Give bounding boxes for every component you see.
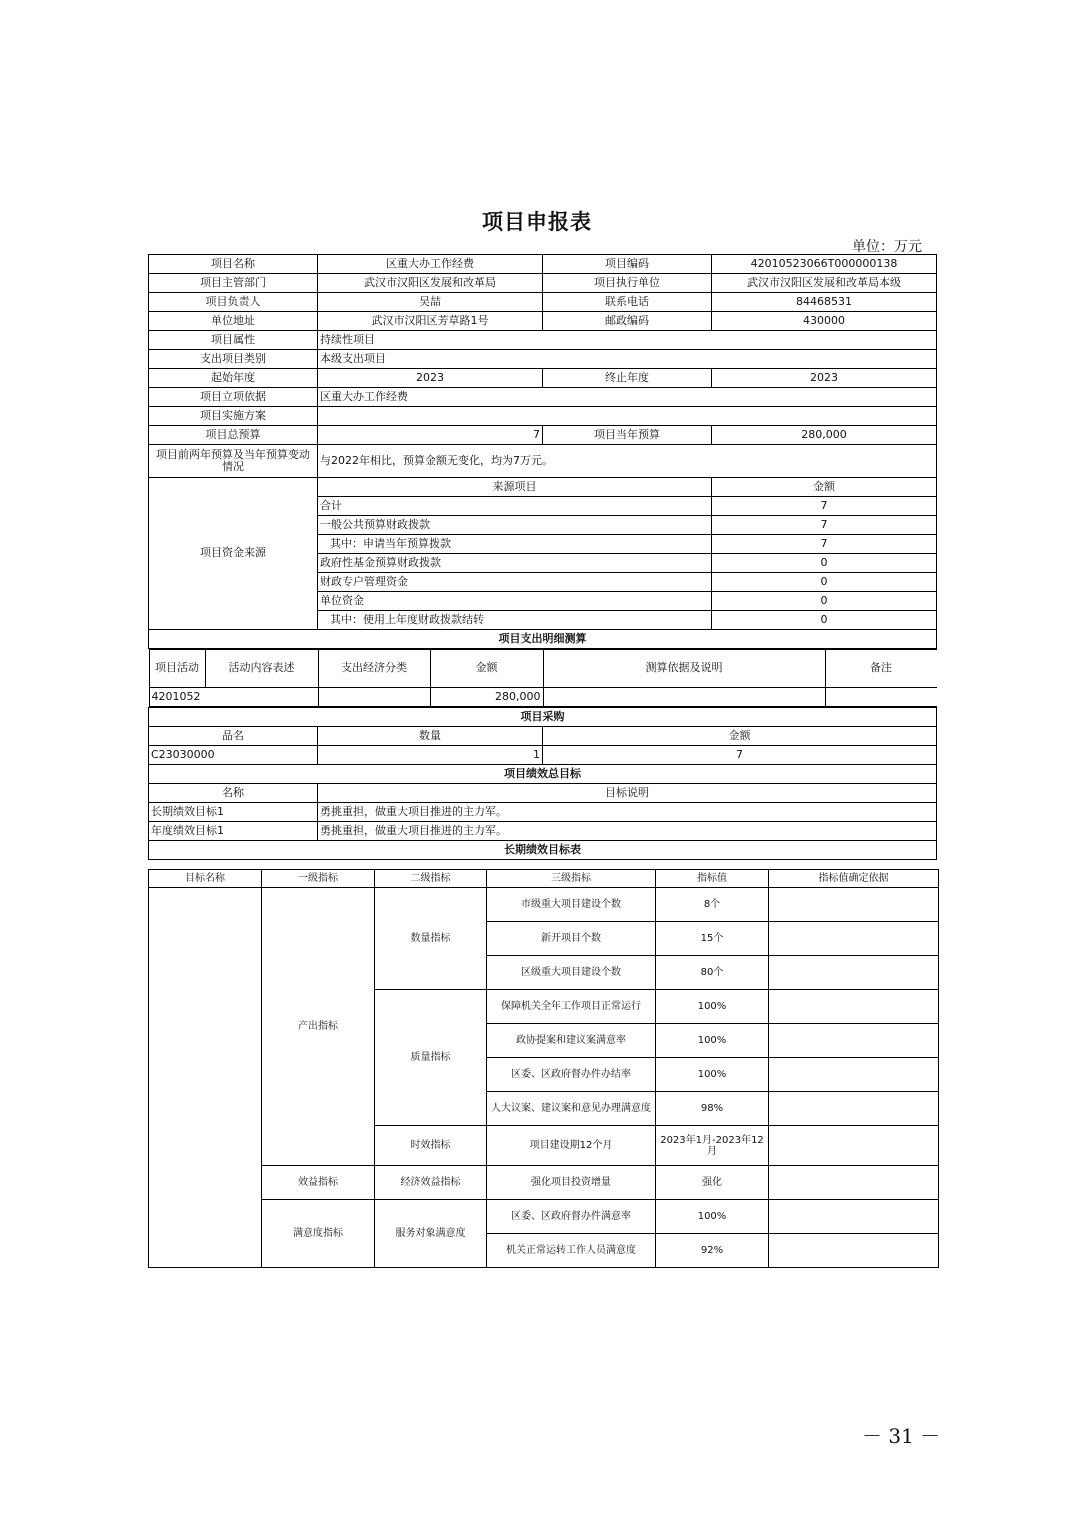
field-label: 联系电话: [543, 293, 712, 312]
field-label: 终止年度: [543, 369, 712, 388]
column-header: 二级指标: [375, 870, 487, 888]
column-header: 支出经济分类: [318, 650, 430, 688]
funding-amount: 0: [712, 611, 937, 630]
funding-amount: 0: [712, 592, 937, 611]
project-attribute: 持续性项目: [318, 331, 937, 350]
level2-indicator: 质量指标: [375, 990, 487, 1126]
indicator-basis: [769, 1126, 939, 1166]
unit-address: 武汉市汉阳区芳草路1号: [318, 312, 543, 331]
project-owner: 吴喆: [318, 293, 543, 312]
section-title: 项目支出明细测算: [149, 630, 937, 649]
level3-indicator: 新开项目个数: [487, 922, 656, 956]
end-year: 2023: [712, 369, 937, 388]
current-year-budget: 280,000: [712, 426, 937, 445]
indicator-basis: [769, 956, 939, 990]
column-header: 指标值: [656, 870, 769, 888]
contact-phone: 84468531: [712, 293, 937, 312]
field-label: 项目总预算: [149, 426, 318, 445]
funding-header-source: 来源项目: [318, 478, 712, 497]
indicator-value: 强化: [656, 1166, 769, 1200]
goal-name: 长期绩效目标1: [149, 803, 318, 822]
level3-indicator: 强化项目投资增量: [487, 1166, 656, 1200]
implementation-plan: [318, 407, 937, 426]
field-label: 起始年度: [149, 369, 318, 388]
calculation-basis: [543, 688, 825, 707]
level2-indicator: 经济效益指标: [375, 1166, 487, 1200]
project-application-table: [148, 254, 937, 860]
column-header: 目标说明: [318, 784, 937, 803]
funding-source: 合计: [318, 497, 712, 516]
goal-description: 勇挑重担，做重大项目推进的主力军。: [318, 803, 937, 822]
goal-description: 勇挑重担，做重大项目推进的主力军。: [318, 822, 937, 841]
indicator-basis: [769, 1234, 939, 1268]
indicator-value: 15个: [656, 922, 769, 956]
field-label: 项目前两年预算及当年预算变动情况: [149, 445, 318, 478]
column-header: 名称: [149, 784, 318, 803]
column-header: 项目活动: [149, 650, 205, 688]
level1-indicator: 满意度指标: [262, 1200, 375, 1268]
column-header: 指标值确定依据: [769, 870, 939, 888]
page-title: 项目申报表: [482, 209, 592, 234]
expense-category: 本级支出项目: [318, 350, 937, 369]
column-header: 活动内容表述: [205, 650, 318, 688]
indicator-value: 8个: [656, 888, 769, 922]
project-name: 区重大办工作经费: [318, 255, 543, 274]
level3-indicator: 保障机关全年工作项目正常运行: [487, 990, 656, 1024]
indicator-value: 2023年1月-2023年12月: [656, 1126, 769, 1166]
field-label: 单位地址: [149, 312, 318, 331]
executing-unit: 武汉市汉阳区发展和改革局本级: [712, 274, 937, 293]
activity-code: 4201052: [149, 688, 318, 707]
field-label: 项目立项依据: [149, 388, 318, 407]
start-year: 2023: [318, 369, 543, 388]
field-label: 项目负责人: [149, 293, 318, 312]
expense-amount: 280,000: [430, 688, 543, 707]
indicator-basis: [769, 922, 939, 956]
field-label: 邮政编码: [543, 312, 712, 331]
indicator-value: 98%: [656, 1092, 769, 1126]
page-number: － 31 －: [862, 1424, 941, 1448]
level3-indicator: 政协提案和建议案满意率: [487, 1024, 656, 1058]
project-basis: 区重大办工作经费: [318, 388, 937, 407]
funding-amount: 0: [712, 554, 937, 573]
project-code: 42010523066T000000138: [712, 255, 937, 274]
level2-indicator: 服务对象满意度: [375, 1200, 487, 1268]
field-label: 项目名称: [149, 255, 318, 274]
total-budget: 7: [318, 426, 543, 445]
column-header: 品名: [149, 727, 318, 746]
funding-header-amount: 金额: [712, 478, 937, 497]
indicator-basis: [769, 888, 939, 922]
level3-indicator: 人大议案、建议案和意见办理满意度: [487, 1092, 656, 1126]
level3-indicator: 机关正常运转工作人员满意度: [487, 1234, 656, 1268]
level3-indicator: 市级重大项目建设个数: [487, 888, 656, 922]
indicator-value: 80个: [656, 956, 769, 990]
column-header: 目标名称: [149, 870, 262, 888]
column-header: 三级指标: [487, 870, 656, 888]
postal-code: 430000: [712, 312, 937, 331]
level3-indicator: 区委、区政府督办件满意率: [487, 1200, 656, 1234]
funding-amount: 0: [712, 573, 937, 592]
item-quantity: 1: [318, 746, 543, 765]
goal-name-cell: [149, 888, 262, 1268]
indicator-value: 100%: [656, 1200, 769, 1234]
level2-indicator: 时效指标: [375, 1126, 487, 1166]
indicator-basis: [769, 990, 939, 1024]
funding-source-label: 项目资金来源: [149, 478, 318, 630]
field-label: 项目属性: [149, 331, 318, 350]
goal-name: 年度绩效目标1: [149, 822, 318, 841]
level3-indicator: 区委、区政府督办件办结率: [487, 1058, 656, 1092]
item-amount: 7: [543, 746, 937, 765]
expense-classification: [318, 688, 430, 707]
indicator-basis: [769, 1166, 939, 1200]
indicator-value: 100%: [656, 1024, 769, 1058]
funding-amount: 7: [712, 535, 937, 554]
field-label: 项目实施方案: [149, 407, 318, 426]
field-label: 支出项目类别: [149, 350, 318, 369]
field-label: 项目当年预算: [543, 426, 712, 445]
section-title: 项目采购: [149, 708, 937, 727]
indicator-basis: [769, 1024, 939, 1058]
item-name: C23030000: [149, 746, 318, 765]
unit-label: 单位：万元: [852, 239, 922, 255]
funding-amount: 7: [712, 497, 937, 516]
funding-source: 政府性基金预算财政拨款: [318, 554, 712, 573]
column-header: 备注: [825, 650, 937, 688]
indicator-basis: [769, 1058, 939, 1092]
indicator-basis: [769, 1200, 939, 1234]
funding-source: 其中：申请当年预算拨款: [318, 535, 712, 554]
funding-source: 财政专户管理资金: [318, 573, 712, 592]
field-label: 项目编码: [543, 255, 712, 274]
supervising-dept: 武汉市汉阳区发展和改革局: [318, 274, 543, 293]
column-header: 金额: [430, 650, 543, 688]
level3-indicator: 区级重大项目建设个数: [487, 956, 656, 990]
indicator-value: 100%: [656, 990, 769, 1024]
budget-change: 与2022年相比，预算金额无变化，均为7万元。: [318, 445, 937, 478]
funding-source: 一般公共预算财政拨款: [318, 516, 712, 535]
section-title: 项目绩效总目标: [149, 765, 937, 784]
funding-source: 其中：使用上年度财政拨款结转: [318, 611, 712, 630]
level1-indicator: 产出指标: [262, 888, 375, 1166]
column-header: 金额: [543, 727, 937, 746]
indicator-value: 92%: [656, 1234, 769, 1268]
field-label: 项目执行单位: [543, 274, 712, 293]
level2-indicator: 数量指标: [375, 888, 487, 990]
longterm-performance-table: [148, 869, 939, 1268]
column-header: 测算依据及说明: [543, 650, 825, 688]
funding-source: 单位资金: [318, 592, 712, 611]
field-label: 项目主管部门: [149, 274, 318, 293]
indicator-basis: [769, 1092, 939, 1126]
section-title: 长期绩效目标表: [149, 841, 937, 860]
column-header: 数量: [318, 727, 543, 746]
expense-detail-table: [149, 649, 937, 707]
remarks: [825, 688, 937, 707]
indicator-value: 100%: [656, 1058, 769, 1092]
level1-indicator: 效益指标: [262, 1166, 375, 1200]
column-header: 一级指标: [262, 870, 375, 888]
funding-amount: 7: [712, 516, 937, 535]
level3-indicator: 项目建设期12个月: [487, 1126, 656, 1166]
